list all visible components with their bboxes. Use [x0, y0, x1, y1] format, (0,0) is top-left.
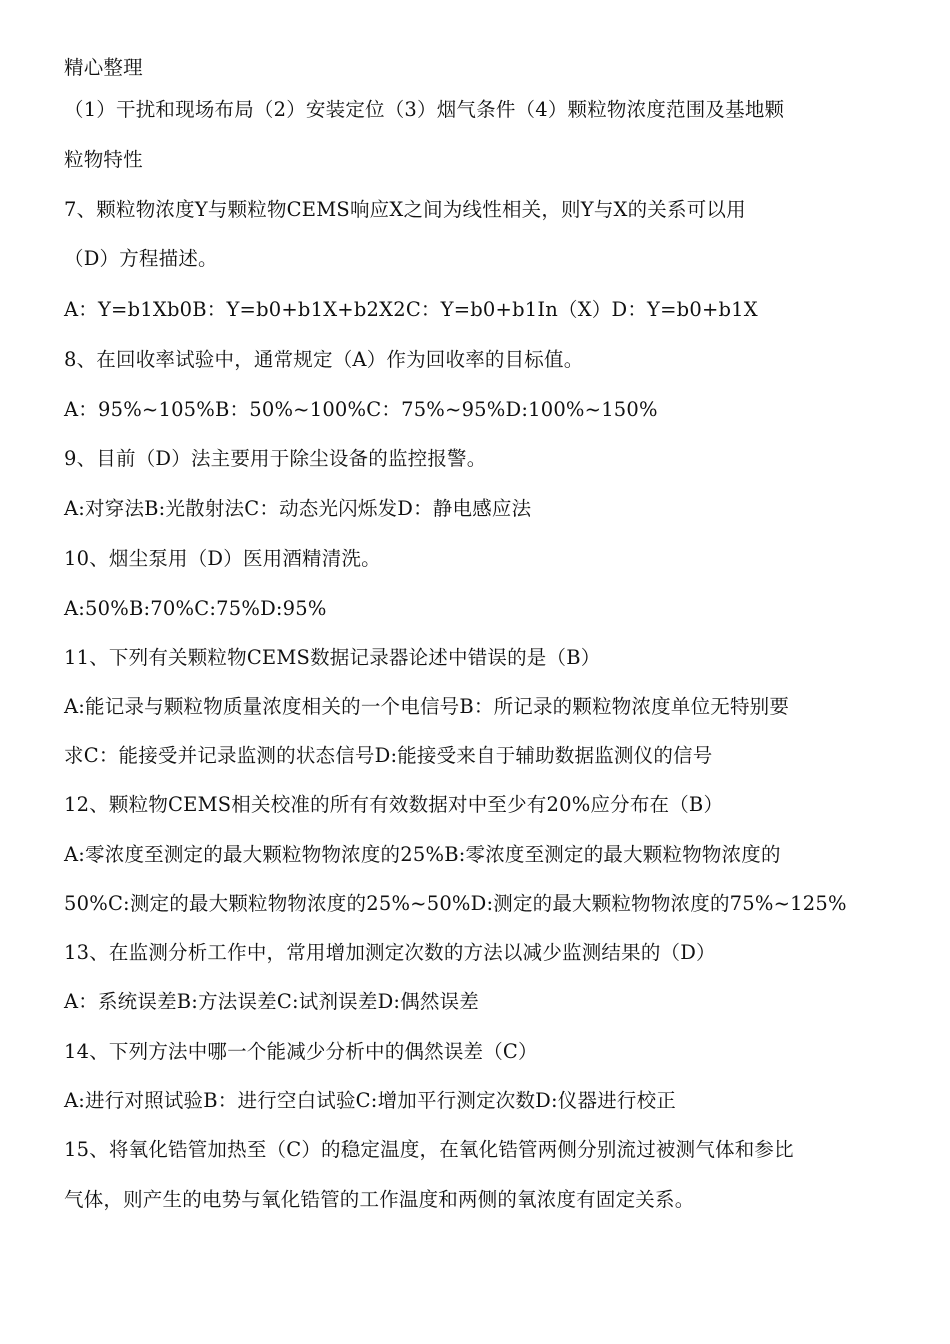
- text-line: （1）干扰和现场布局（2）安装定位（3）烟气条件（4）颗粒物浓度范围及基地颗: [64, 98, 785, 121]
- text-line: A:50%B:70%C:75%D:95%: [64, 597, 327, 620]
- text-line: A：95%~105%B：50%~100%C：75%~95%D:100%~150%: [64, 398, 658, 421]
- text-line: 11、下列有关颗粒物CEMS数据记录器论述中错误的是（B）: [64, 646, 601, 669]
- text-line: A:零浓度至测定的最大颗粒物物浓度的25%B:零浓度至测定的最大颗粒物物浓度的: [64, 843, 781, 866]
- text-line: A:进行对照试验B：进行空白试验C:增加平行测定次数D:仪器进行校正: [64, 1089, 676, 1112]
- text-line: 粒物特性: [64, 148, 143, 171]
- text-line: 7、颗粒物浓度Y与颗粒物CEMS响应X之间为线性相关，则Y与X的关系可以用: [64, 198, 746, 221]
- text-line: 50%C:测定的最大颗粒物物浓度的25%~50%D:测定的最大颗粒物物浓度的75%~125%: [64, 892, 847, 915]
- text-line: 10、烟尘泵用（D）医用酒精清洗。: [64, 547, 381, 570]
- text-line: A:能记录与颗粒物质量浓度相关的一个电信号B：所记录的颗粒物浓度单位无特别要: [64, 695, 790, 718]
- text-line: 12、颗粒物CEMS相关校准的所有有效数据对中至少有20%应分布在（B）: [64, 793, 724, 816]
- document-header: 精心整理: [64, 56, 143, 79]
- text-line: 求C：能接受并记录监测的状态信号D:能接受来自于辅助数据监测仪的信号: [64, 744, 713, 767]
- text-line: A：Y=b1Xb0B：Y=b0+b1X+b2X2C：Y=b0+b1In（X）D：Y=b0+b1X: [64, 298, 758, 321]
- text-line: 8、在回收率试验中，通常规定（A）作为回收率的目标值。: [64, 348, 584, 371]
- text-line: 9、目前（D）法主要用于除尘设备的监控报警。: [64, 447, 487, 470]
- text-line: 15、将氧化锆管加热至（C）的稳定温度，在氧化锆管两侧分别流过被测气体和参比: [64, 1138, 794, 1161]
- text-line: 13、在监测分析工作中，常用增加测定次数的方法以减少监测结果的（D）: [64, 941, 716, 964]
- text-line: （D）方程描述。: [64, 247, 218, 270]
- text-line: A：系统误差B:方法误差C:试剂误差D:偶然误差: [64, 990, 479, 1013]
- text-line: A:对穿法B:光散射法C：动态光闪烁发D：静电感应法: [64, 497, 532, 520]
- text-line: 14、下列方法中哪一个能减少分析中的偶然误差（C）: [64, 1040, 538, 1063]
- text-line: 气体，则产生的电势与氧化锆管的工作温度和两侧的氧浓度有固定关系。: [64, 1188, 695, 1211]
